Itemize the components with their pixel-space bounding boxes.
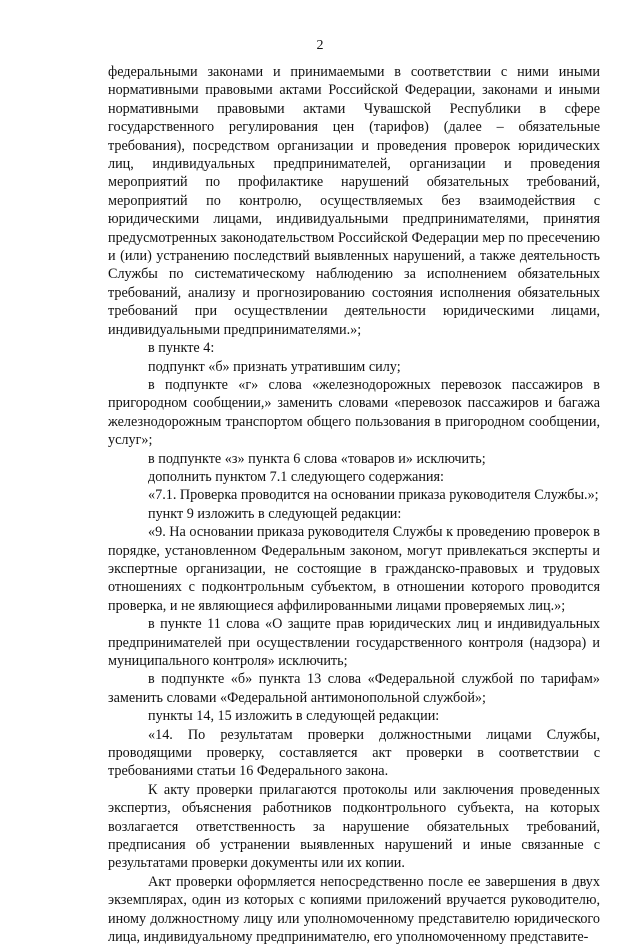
paragraph-act-attachments: К акту проверки прилагаются протоколы или заключения проведенных экспертиз, объяснения работников подконтрольного субъекта, на которых возлагается ответственность за нарушение обязательных требований, предписания об устранении выявленных нарушений и иные связанные с результатами проверки документы или их копии. <box>108 781 600 872</box>
paragraph-point-9-text: «9. На основании приказа руководителя Службы к проведению проверок в порядке, установленном Федеральным законом, могут привлекаться эксперты и экспертные организации, не состоящие в гражданско-правовых и трудовых отношениях с подконтрольным субъектом, в отношении которого проводится проверка, и не являющиеся аффилированными лицами проверяемых лиц.»; <box>108 524 600 614</box>
paragraph-point-11: в пункте 11 слова «О защите прав юридических лиц и индивидуальных предпринимателей при осуществлении государственного контроля (надзора) и муниципального контроля» исключить; <box>108 616 600 669</box>
paragraph-continuation: федеральными законами и принимаемыми в соответствии с ними иными нормативными правовыми актами Российской Федерации, законами и иными нормативными правовыми актами Чувашской Республики в сфере государственного регулирования цен (тарифов) (далее – обязательные требования), посредством организации и проведения проверок юридических лиц, индивидуальных предпринимателей, организации и проведения мероприятий по профилактике нарушений обязательных требований, мероприятий по контролю, осуществляемых без взаимодействия с юридическими лицами, индивидуальными предпринимателями, принятия предусмотренных законодательством Российской Федерации мер по пресечению и (или) устранению последствий выявленных нарушений, а также деятельность Службы по систематическому наблюдению за исполнением обязательных требований, анализу и прогнозированию состояния исполнения обязательных требований при осуществлении деятельности юридическими лицами, индивидуальными предпринимателями.»; <box>108 64 600 338</box>
paragraph-act-preparation: Акт проверки оформляется непосредственно после ее завершения в двух экземплярах, один из которых с копиями приложений вручается руководителю, иному должностному лицу или уполномоченному представителю юридического лица, индивидуальному предпринимателю, его уполномоченному представите- <box>108 873 600 946</box>
paragraph-point-14-text: «14. По результатам проверки должностными лицами Службы, проводящими проверку, составляется акт проверки в соответствии с требованиями статьи 16 Федерального закона. <box>108 726 600 780</box>
paragraph-point-13: в подпункте «б» пункта 13 слова «Федеральной службой по тарифам» заменить словами «Федеральной антимонопольной службой»; <box>108 671 600 706</box>
paragraph-point-4: в пункте 4: <box>148 340 215 357</box>
page-number: 2 <box>316 38 324 53</box>
paragraph-point-9: пункт 9 изложить в следующей редакции: <box>148 505 402 522</box>
paragraph-add-point-7-1: дополнить пунктом 7.1 следующего содержания: <box>148 468 444 485</box>
paragraph-point-7-1-text: «7.1. Проверка проводится на основании приказа руководителя Службы.»; <box>148 487 599 504</box>
paragraph-points-14-15: пункты 14, 15 изложить в следующей редакции: <box>148 708 440 725</box>
paragraph-subpoint-b: подпункт «б» признать утратившим силу; <box>148 358 401 375</box>
document-body <box>108 63 600 947</box>
paragraph-subpoint-g: в подпункте «г» слова «железнодорожных перевозок пассажиров в пригородном сообщении,» заменить словами «перевозок пассажиров и багажа железнодорожным транспортом общего пользования в пригородном сообщении, услуг»; <box>108 376 600 449</box>
paragraph-subpoint-z: в подпункте «з» пункта 6 слова «товаров и» исключить; <box>148 450 486 467</box>
